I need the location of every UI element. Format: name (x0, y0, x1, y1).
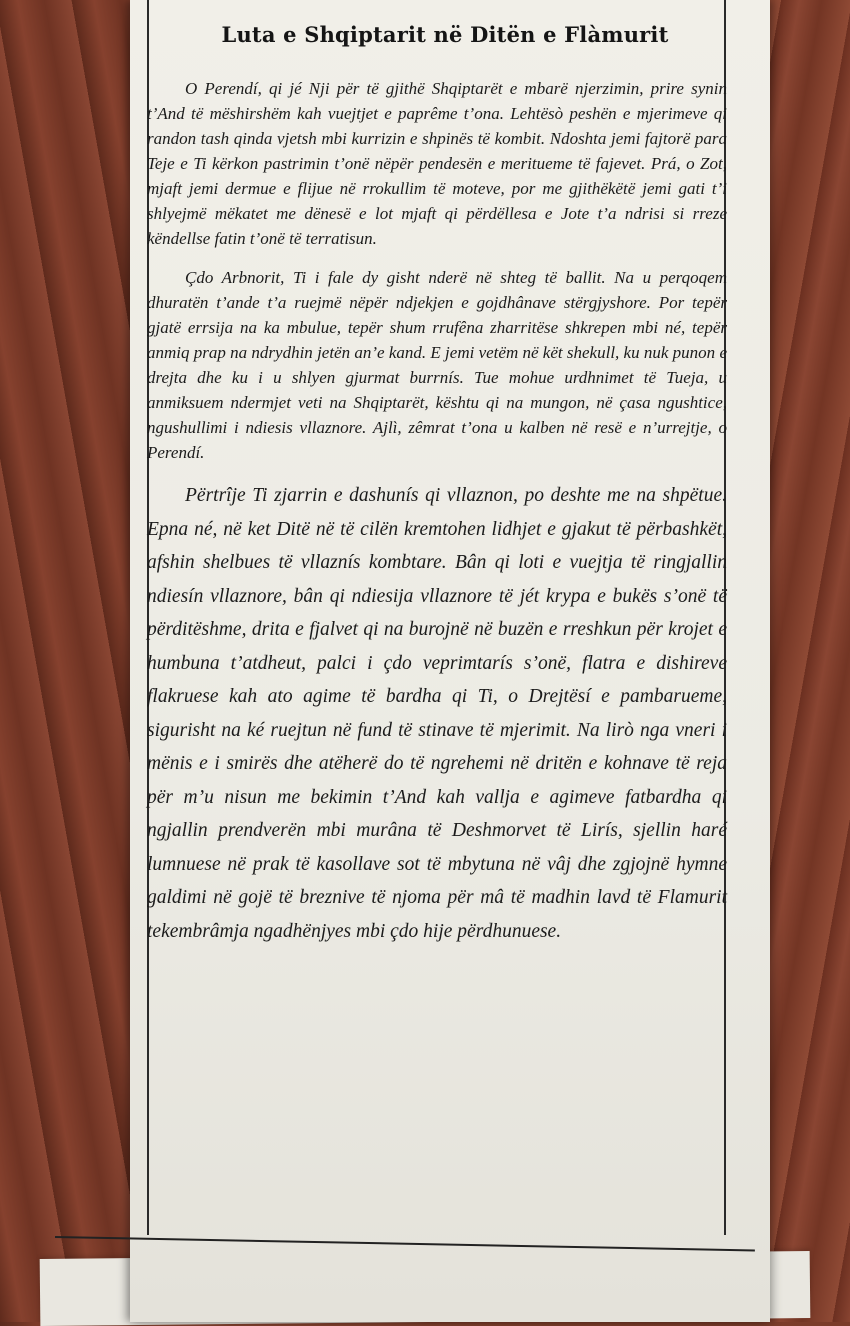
paragraph-1: O Perendí, qi jé Nji për të gjithë Shqiptarët e mbarë njerzimin, prire synin t’And të mëshirshëm kah vuejtjet e paprême t’ona. Lehtësò peshën e mjerimeve qi randon tash qinda vjetsh mbi kurrizin e shpinës të kombit. Ndoshta jemi fajtorë para Teje e Ti kërkon pastrimin t’onë nëpër pendesën e meritueme të fajevet. Prá, o Zot, mjaft jemi dermue e flijue në rrokullim të moteve, por me gjithëkëtë jemi gati t’i shlyejmë mëkatet me dënesë e lot mjaft qi përdëllesa e Jote t’a ndrisi si rreze këndellse fatin t’onë të terratisun. (147, 79, 727, 248)
paragraph-3: Përtrîje Ti zjarrin e dashunís qi vllaznon, po deshte me na shpëtue. Epna né, në ket Ditë në të cilën kremtohen lidhjet e gjakut të përbashkët, afshin shelbues të vllaznís kombtare. Bân qi loti e vuejtja të ringjallin ndiesín vllaznore, bân qi ndiesija vllaznore të jét krypa e bukës s’onë të përditëshme, drita e fjalvet qi na burojnë në buzën e rreshkun për krojet e humbuna t’atdheut, palci i çdo veprimtarís s’onë, flatra e dishireve flakruese kah ato agime të bardha qi Ti, o Drejtësí e pambarueme, sigurisht na ké ruejtun në fund të stinave të mjerimit. Na lirò nga vneri i mënis e i smirës dhe atëherë do të ngrehemi në dritën e kohnave të reja për m’u nisun me bekimin t’And kah vallja e agimeve fatbardha qi ngjallin prendverën mbi murâna të Deshmorvet të Lirís, sjellin haré lumnuese në prak të kasollave sot të mbytuna në vâj dhe zgjojnë hymne galdimi në gojë të breznive të njoma për mâ të madhin lavd të Flamurit tekembrâmja ngadhënjyes mbi çdo hije përdhunuese. (147, 485, 727, 942)
paragraph-2: Çdo Arbnorit, Ti i fale dy gisht nderë në shteg të ballit. Na u perqoqem dhuratën t’ande t’a ruejmë nëpër ndjekjen e gojdhânave stërgjyshore. Por tepër gjatë errsija na ka mbulue, tepër shum rrufêna zharritëse shkrepen mbi né, tepër anmiq prap na ndrydhin jetën an’e kand. E jemi vetëm në kët shekull, ku nuk punon e drejta dhe ku i u shlyen gjurmat burrnís. Tue mohue urdhnimet të Tueja, u anmiksuem ndermjet veti na Shqiptarët, kështu qi na mungon, në çasa ngushtice, ngushullimi i ndiesis vllaznore. Ajlì, zêmrat t’ona u kalben në resë e n’urrejtje, o Perendí. (147, 268, 727, 462)
prayer-body (147, 76, 727, 962)
prayer-title: Luta e Shqiptarit në Ditën e Flàmurit (221, 22, 669, 47)
wooden-table-left (0, 0, 130, 1322)
